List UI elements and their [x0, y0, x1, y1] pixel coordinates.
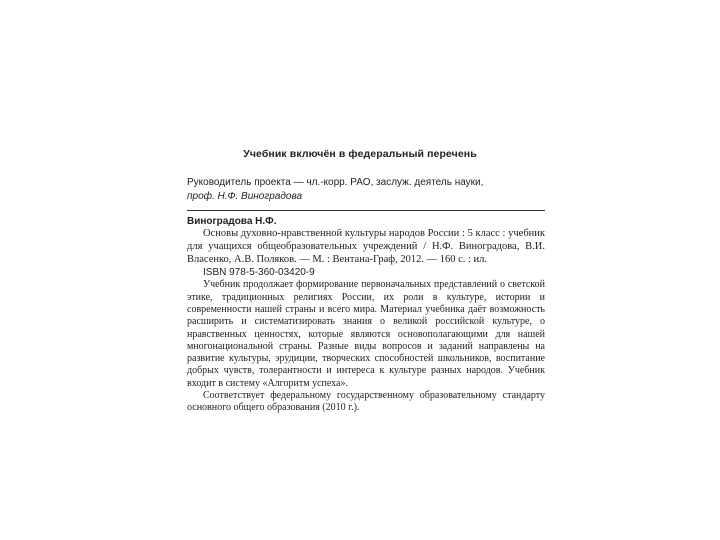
project-manager-line: [187, 176, 545, 204]
bibliographic-record: Основы духовно-нравственной культуры народов России : 5 класс : учебник для учащихся общеобразовательных учреждений / Н.Ф. Виноградова, В.И. Власенко, А.В. Поляков. — М. : Вентана-Граф, 2012. — 160 с. : ил.: [187, 228, 545, 265]
federal-list-heading: Учебник включён в федеральный перечень: [243, 148, 477, 160]
project-manager-prefix: Руководитель проекта — чл.-корр. РАО, заслуж. деятель науки,: [187, 177, 484, 188]
book-imprint-page: [175, 148, 545, 415]
project-manager-name: проф. Н.Ф. Виноградова: [187, 191, 303, 202]
divider: [187, 210, 545, 211]
author-name: Виноградова Н.Ф.: [187, 216, 277, 227]
isbn: ISBN 978-5-360-03420-9: [203, 267, 315, 279]
annotation-paragraph: Учебник продолжает формирование первоначальных представлений о светской этике, традиционных религиях России, их роли в культуре, истории и современности нашей страны и всего мира. Материал учебника даёт возможность расширить и систематизировать знания о великой российской культуре, о нравственных ценностях, которые являются основополагающими для нашей многонациональной страны. Разные виды вопросов и заданий направлены на развитие культуры, эрудиции, творческих способностей школьников, воспитание добрых чувств, толерантности и интереса к культуре разных народов. Учебник входит в систему «Алгоритм успеха».: [187, 279, 545, 389]
standard-note: Соответствует федеральному государственному образовательному стандарту основного общего образования (2010 г.).: [187, 390, 545, 414]
